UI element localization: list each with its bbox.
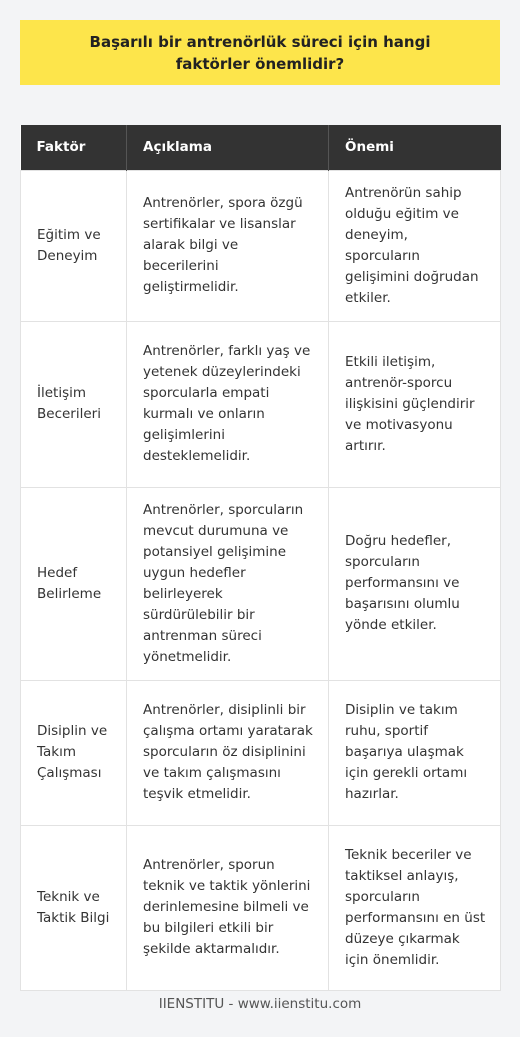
table-row (21, 170, 501, 321)
table-row (21, 321, 501, 487)
cell-importance: Teknik beceriler ve taktiksel anlayış, sporcuların performansını en üst düzeye çıkarmak için önemlidir. (329, 825, 501, 990)
cell-importance: Doğru hedefler, sporcuların performansını ve başarısını olumlu yönde etkiler. (329, 487, 501, 680)
cell-factor: Eğitim ve Deneyim (21, 170, 127, 321)
cell-factor: Teknik ve Taktik Bilgi (21, 825, 127, 990)
cell-factor: İletişim Becerileri (21, 321, 127, 487)
cell-description: Antrenörler, sporun teknik ve taktik yönlerini derinlemesine bilmeli ve bu bilgileri etkili bir şekilde aktarmalıdır. (127, 825, 329, 990)
factors-table (20, 125, 501, 991)
cell-importance: Antrenörün sahip olduğu eğitim ve deneyim, sporcuların gelişimini doğrudan etkiler. (329, 170, 501, 321)
table-header-row (21, 125, 501, 170)
table-row (21, 680, 501, 825)
cell-description: Antrenörler, sporcuların mevcut durumuna ve potansiyel gelişimine uygun hedefler belirleyerek sürdürülebilir bir antrenman süreci yönetmelidir. (127, 487, 329, 680)
cell-factor: Disiplin ve Takım Çalışması (21, 680, 127, 825)
header-factor: Faktör (21, 125, 127, 170)
cell-description: Antrenörler, farklı yaş ve yetenek düzeylerindeki sporcularla empati kurmalı ve onların gelişimlerini desteklemelidir. (127, 321, 329, 487)
header-importance: Önemi (329, 125, 501, 170)
title-banner (20, 20, 500, 85)
page-title: Başarılı bir antrenörlük süreci için hangi faktörler önemlidir? (89, 32, 431, 73)
header-description: Açıklama (127, 125, 329, 170)
footer-credit: IIENSTITU - www.iienstitu.com (158, 996, 362, 1012)
table-row (21, 487, 501, 680)
cell-description: Antrenörler, spora özgü sertifikalar ve lisanslar alarak bilgi ve becerilerini geliştirmelidir. (127, 170, 329, 321)
cell-importance: Disiplin ve takım ruhu, sportif başarıya ulaşmak için gerekli ortamı hazırlar. (329, 680, 501, 825)
cell-importance: Etkili iletişim, antrenör-sporcu ilişkisini güçlendirir ve motivasyonu artırır. (329, 321, 501, 487)
cell-factor: Hedef Belirleme (21, 487, 127, 680)
cell-description: Antrenörler, disiplinli bir çalışma ortamı yaratarak sporcuların öz disiplinini ve takım çalışmasını teşvik etmelidir. (127, 680, 329, 825)
table-row (21, 825, 501, 990)
